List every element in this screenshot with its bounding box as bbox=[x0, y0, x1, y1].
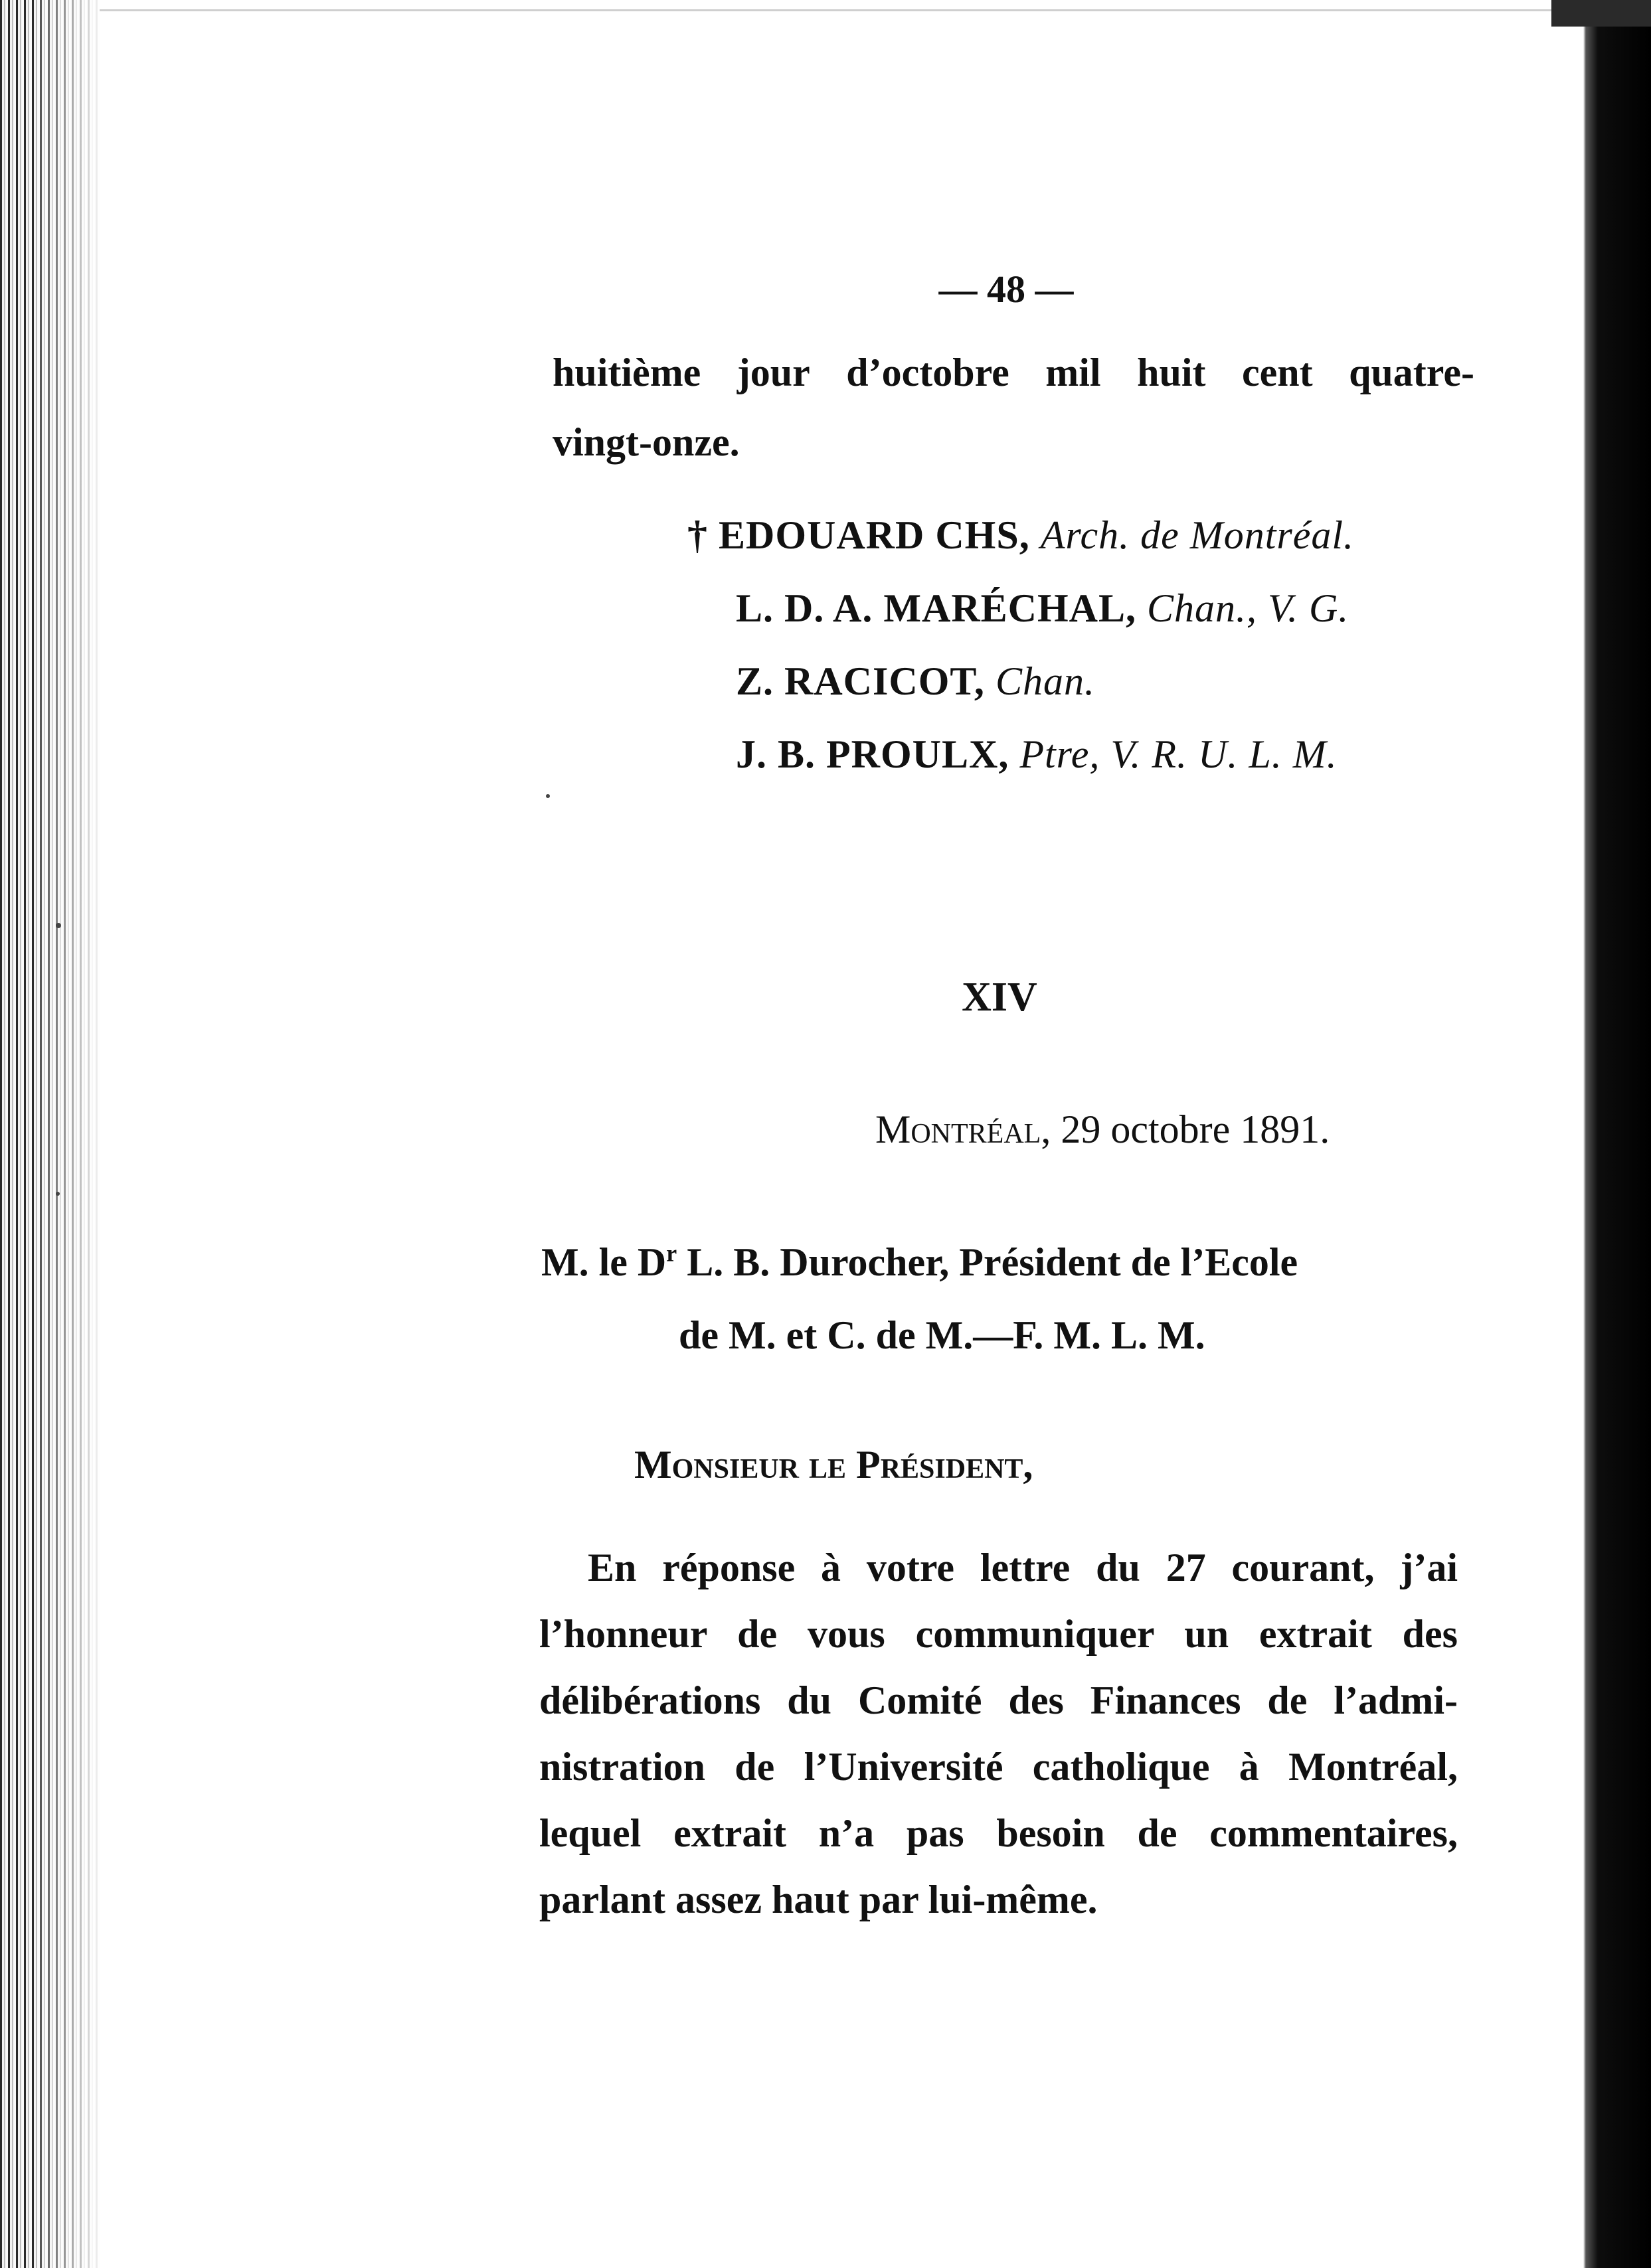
signatory-name: † EDOUARD CHS, bbox=[687, 513, 1030, 557]
continuation-line-2: vingt-onze. bbox=[553, 420, 740, 464]
addressee-line-1 bbox=[541, 1238, 1298, 1286]
dateline-date: 29 octobre 1891. bbox=[1061, 1107, 1330, 1151]
word: mil bbox=[1045, 351, 1101, 394]
addressee-prefix-superscript: r bbox=[666, 1240, 677, 1267]
addressee-prefix: M. le D bbox=[541, 1240, 667, 1284]
left-gutter-binding bbox=[0, 0, 100, 2268]
body-line: lequel extrait n’a pas besoin de commentaires, bbox=[539, 1811, 1458, 1855]
signature-1 bbox=[687, 511, 1354, 559]
signatory-name: J. B. PROULX, bbox=[736, 732, 1009, 776]
word: huitième bbox=[553, 351, 701, 394]
page-number: — 48 — bbox=[938, 268, 1074, 311]
scan-speck bbox=[546, 794, 550, 798]
dateline bbox=[875, 1105, 1330, 1153]
signatory-title: Ptre, V. R. U. L. M. bbox=[1019, 732, 1338, 776]
right-top-shadow bbox=[1551, 0, 1651, 27]
signatory-title: Chan., V. G. bbox=[1147, 586, 1349, 630]
scan-speck bbox=[56, 1192, 60, 1196]
signatory-title: Arch. de Montréal. bbox=[1040, 513, 1355, 557]
body-line: l’honneur de vous communiquer un extrait des bbox=[539, 1612, 1458, 1656]
signatory-name: Z. RACICOT, bbox=[736, 659, 985, 703]
word: jour bbox=[737, 351, 810, 394]
signature-2 bbox=[736, 584, 1349, 632]
body-line: En réponse à votre lettre du 27 courant, j’ai bbox=[588, 1546, 1458, 1589]
right-page-edge bbox=[1551, 0, 1651, 2268]
body-line: parlant assez haut par lui-même. bbox=[539, 1878, 1098, 1921]
addressee-text: L. B. Durocher, Président de l’Ecole bbox=[687, 1240, 1298, 1284]
body-line: délibérations du Comité des Finances de l’admi- bbox=[539, 1678, 1458, 1722]
word: d’octobre bbox=[846, 351, 1009, 394]
signatory-title: Chan. bbox=[995, 659, 1095, 703]
salutation: Monsieur le Président, bbox=[634, 1443, 1033, 1487]
signatory-name: L. D. A. MARÉCHAL, bbox=[736, 586, 1137, 630]
word: cent bbox=[1241, 351, 1313, 394]
page-top-edge bbox=[100, 9, 1551, 11]
dateline-place: Montréal, bbox=[875, 1107, 1051, 1151]
section-number: XIV bbox=[962, 975, 1037, 1020]
addressee-line-2: de M. et C. de M.—F. M. L. M. bbox=[679, 1313, 1205, 1357]
word: quatre- bbox=[1349, 351, 1474, 394]
word: huit bbox=[1137, 351, 1206, 394]
signature-3 bbox=[736, 657, 1095, 705]
signature-4 bbox=[736, 730, 1338, 778]
continuation-line-1 bbox=[553, 349, 1474, 396]
body-line: nistration de l’Université catholique à Montréal, bbox=[539, 1745, 1458, 1789]
scan-speck bbox=[56, 923, 61, 928]
